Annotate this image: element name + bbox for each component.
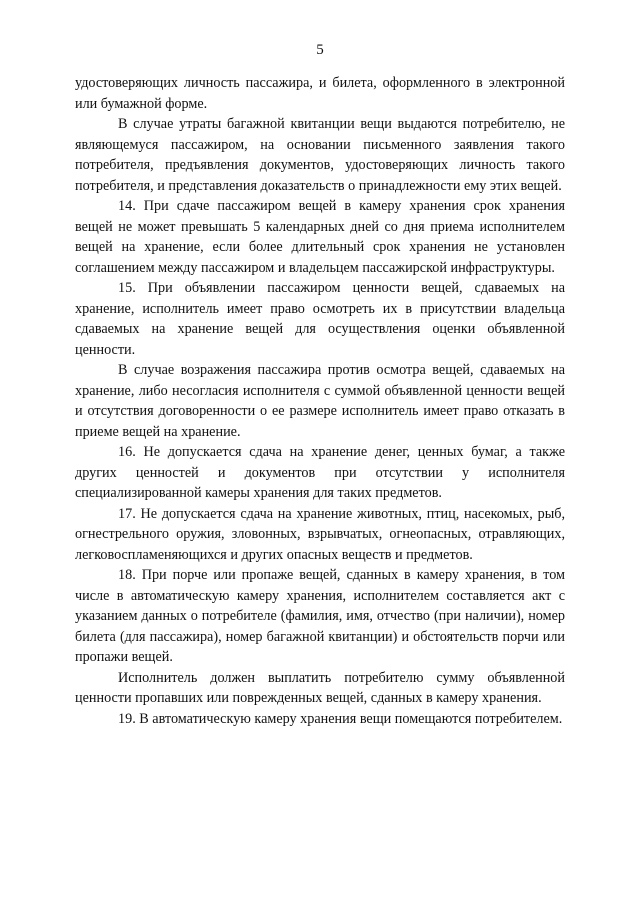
paragraph-compensation: Исполнитель должен выплатить потребителю сумму объявленной ценности пропавших или поврежденных вещей, сданных в камеру хранения. <box>75 669 565 706</box>
paragraph-item-14: 14. При сдаче пассажиром вещей в камеру хранения срок хранения вещей не может превышать 5 календарных дней со дня приема исполнителем вещей на хранение, если более длительный срок хранения не установлен соглашением между пассажиром и владельцем пассажирской инфраструктуры. <box>75 198 565 276</box>
paragraph-item-17: 17. Не допускается сдача на хранение животных, птиц, насекомых, рыб, огнестрельного оружия, зловонных, взрывчатых, огнеопасных, отравляющих, легковоспламеняющихся и других опасных веществ и предметов. <box>75 505 565 563</box>
paragraph-item-19: 19. В автоматическую камеру хранения вещи помещаются потребителем. <box>118 710 563 727</box>
paragraph-continuation: удостоверяющих личность пассажира, и билета, оформленного в электронной или бумажной форме. <box>75 75 565 112</box>
paragraph-objection: В случае возражения пассажира против осмотра вещей, сдаваемых на хранение, либо несогласия исполнителя с суммой объявленной ценности вещей и отсутствия договоренности о ее размере исполнитель имеет право отказать в приеме вещей на хранение. <box>75 362 565 440</box>
paragraph-item-18: 18. При порче или пропаже вещей, сданных в камеру хранения, в том числе в автоматическую камеру хранения, исполнителем составляется акт с указанием данных о потребителе (фамилия, имя, отчество (при наличии), номер билета (для пассажира), номер багажной квитанции) и обстоятельств порчи или пропажи вещей. <box>75 567 565 665</box>
paragraph-lost-receipt: В случае утраты багажной квитанции вещи выдаются потребителю, не являющемуся пассажиром, на основании письменного заявления такого потребителя, предъявления документов, удостоверяющих личность такого потребителя, и представления доказательств о принадлежности ему этих вещей. <box>75 116 565 194</box>
page-number: 5 <box>316 42 324 58</box>
paragraph-item-15: 15. При объявлении пассажиром ценности вещей, сдаваемых на хранение, исполнитель имеет право осмотреть их в присутствии владельца сдаваемых на хранение вещей для осуществления оценки объявленной ценности. <box>75 280 565 358</box>
paragraph-item-16: 16. Не допускается сдача на хранение денег, ценных бумаг, а также других ценностей и документов при отсутствии у исполнителя специализированной камеры хранения для таких предметов. <box>75 444 565 501</box>
document-body <box>75 73 565 729</box>
